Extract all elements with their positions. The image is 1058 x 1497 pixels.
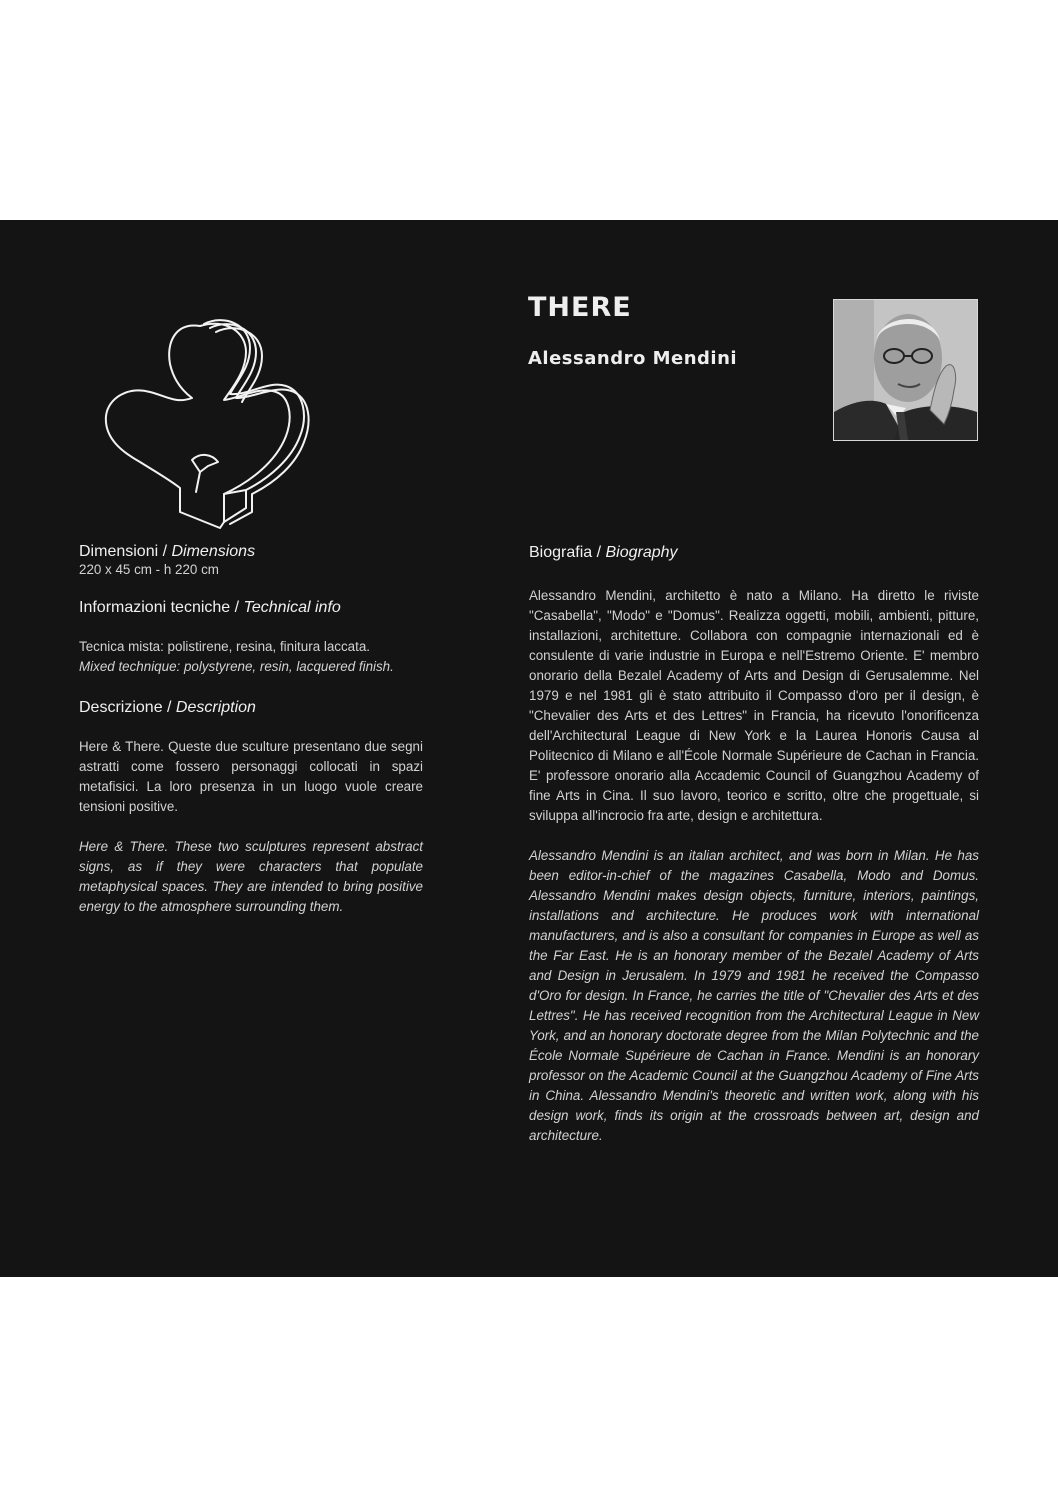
portrait-image: [834, 300, 977, 440]
technical-info-english: Mixed technique: polystyrene, resin, lacquered finish.: [79, 659, 394, 674]
author-portrait: [833, 299, 978, 441]
biography-english: Alessandro Mendini is an italian architect, and was born in Milan. He has been editor-in-chief of the magazines Casabella, Modo and Domus. Alessandro Mendini makes design objects, furniture, interiors, paintings, installations and architecture. He produces work with international manufacturers, and is also a consultant for companies in Europe as well as the Far East. He is an honorary member of the Bezalel Academy of Arts and Design in Jerusalem. In 1979 and 1981 he received the Compasso d'Oro for design. In France, he carries the title of "Chevalier des Arts et des Lettres". He has received recognition from the Architectural League in New York, and an honorary doctorate degree from the Milan Polytechnic and the École Normale Supérieure de Cachan in France. Mendini is an honorary professor on the Academic Council at the Guangzhou Academy of Fine Arts in China. Alessandro Mendini's theoretic and written work, along with his design work, finds its origin at the crossroads between art, design and architecture.: [529, 848, 979, 1143]
description-heading-en: Description: [175, 699, 256, 716]
biography-heading-en: Biography: [605, 544, 678, 561]
biography-column: [529, 544, 979, 1146]
dimensions-heading-it: Dimensioni /: [79, 543, 172, 560]
biography-heading: [529, 544, 979, 562]
dimensions-value: 220 x 45 cm - h 220 cm: [79, 562, 219, 577]
technical-info-heading: [79, 599, 423, 617]
sculpture-outline-illustration: [100, 312, 310, 532]
biography-heading-it: Biografia /: [529, 544, 606, 561]
description-italian: Here & There. Queste due sculture presentano due segni astratti come fossero personaggi collocati in spazi metafisici. La loro presenza in un luogo vuole creare tensioni positive.: [79, 739, 423, 814]
technical-info-italian: Tecnica mista: polistirene, resina, finitura laccata.: [79, 639, 371, 654]
technical-heading-it: Informazioni tecniche /: [79, 599, 244, 616]
description-heading: [79, 699, 423, 717]
artwork-title: THERE: [528, 292, 632, 323]
description-english: Here & There. These two sculptures represent abstract signs, as if they were characters that populate metaphysical spaces. They are intended to bring positive energy to the atmosphere surrounding them.: [79, 839, 423, 914]
biography-italian: Alessandro Mendini, architetto è nato a Milano. Ha diretto le riviste "Casabella", "Modo" e "Domus". Realizza oggetti, mobili, ambienti, pitture, installazioni, architetture. Collabora con compagnie internazionali ed è consulente di varie industrie in Europa e nell'Estremo Oriente. E' membro onorario della Bezalel Academy of Arts and Design di Gerusalemme. Nel 1979 e nel 1981 gli è stato attribuito il Compasso d'oro per il design, è "Chevalier des Arts et des Lettres" in Francia, ha ricevuto l'onorificenza dell'Architectural League di New York e la Laurea Honoris Causa al Politecnico di Milano e all'École Normale Supérieure de Cachan in Francia. E' professore onorario alla Accademic Council of Guangzhou Academy of fine Arts in Cina. Il suo lavoro, teorico e scritto, oltre che progettuale, si sviluppa all'incrocio fra arte, design e architettura.: [529, 588, 979, 823]
description-heading-it: Descrizione /: [79, 699, 176, 716]
technical-heading-en: Technical info: [243, 599, 341, 616]
artwork-info-column: [79, 543, 423, 917]
author-name: Alessandro Mendini: [528, 348, 738, 369]
dimensions-heading: [79, 543, 423, 561]
dimensions-heading-en: Dimensions: [171, 543, 256, 560]
